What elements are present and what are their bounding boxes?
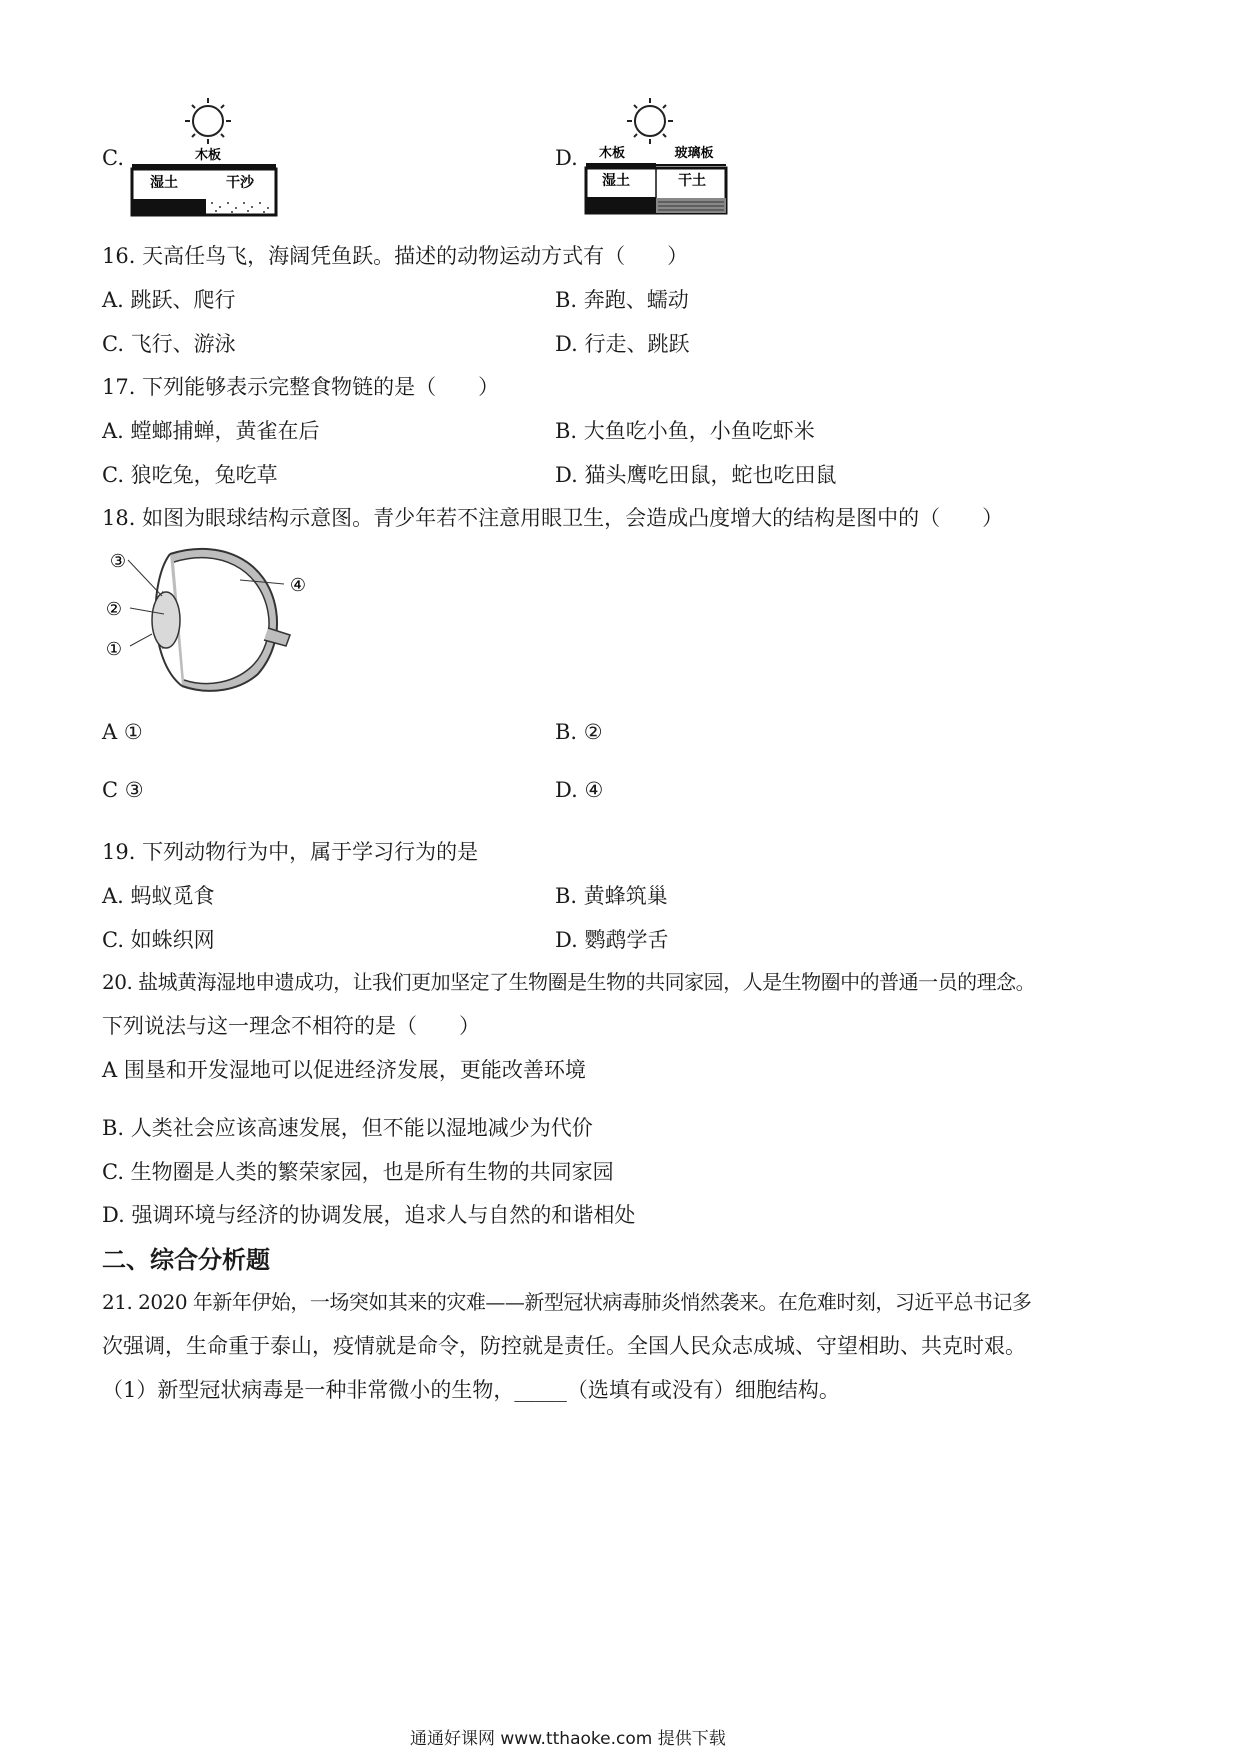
page-footer: 通通好课网 www.tthaoke.com 提供下载 bbox=[410, 1729, 726, 1749]
q20-option-b: B. 人类社会应该高速发展，但不能以湿地减少为代价 bbox=[102, 1116, 593, 1140]
q19-stem: 19. 下列动物行为中，属于学习行为的是 bbox=[102, 840, 479, 864]
fig-c-board-label: 木板 bbox=[194, 148, 222, 163]
q17-option-d: D. 猫头鹰吃田鼠，蛇也吃田鼠 bbox=[555, 463, 837, 487]
eye-label-4: ④ bbox=[289, 575, 307, 596]
q18-option-a: A ① bbox=[102, 720, 143, 744]
q16-option-b: B. 奔跑、蠕动 bbox=[555, 288, 689, 312]
q16-option-c: C. 飞行、游泳 bbox=[102, 332, 236, 356]
q20-stem-line1: 20. 盐城黄海湿地申遗成功，让我们更加坚定了生物圈是生物的共同家园，人是生物圈中的普通一员的理念。 bbox=[102, 970, 1036, 994]
q15-option-d-letter: D. bbox=[555, 146, 578, 170]
q20-stem-line2: 下列说法与这一理念不相符的是（ ） bbox=[102, 1014, 480, 1038]
q18-option-b: B. ② bbox=[555, 720, 603, 744]
sun-icon bbox=[185, 98, 231, 144]
q19-option-c: C. 如蛛织网 bbox=[102, 928, 215, 952]
fig-c-wet-label: 湿土 bbox=[150, 175, 178, 191]
q20-option-a: A 围垦和开发湿地可以促进经济发展，更能改善环境 bbox=[102, 1058, 586, 1082]
q19-option-a: A. 蚂蚁觅食 bbox=[102, 884, 215, 908]
q15-figure-d bbox=[582, 95, 732, 220]
fig-d-glass-label: 玻璃板 bbox=[674, 146, 714, 161]
fig-c-dry-label: 干沙 bbox=[226, 175, 254, 191]
q18-option-d: D. ④ bbox=[555, 778, 604, 802]
q17-option-a: A. 螳螂捕蝉，黄雀在后 bbox=[102, 419, 320, 443]
eye-label-1: ① bbox=[105, 639, 123, 660]
q21-line2: 次强调，生命重于泰山，疫情就是命令，防控就是责任。全国人民众志成城、守望相助、共克时艰。 bbox=[102, 1334, 1026, 1358]
q16-stem: 16. 天高任鸟飞，海阔凭鱼跃。描述的动物运动方式有（ ） bbox=[102, 244, 689, 268]
eye-label-2: ② bbox=[105, 599, 123, 620]
q18-stem: 18. 如图为眼球结构示意图。青少年若不注意用眼卫生，会造成凸度增大的结构是图中的（ ） bbox=[102, 506, 1004, 530]
q18-option-c: C ③ bbox=[102, 778, 144, 802]
fig-d-dry-label: 干土 bbox=[678, 173, 706, 189]
fig-d-wet-label: 湿土 bbox=[602, 173, 630, 189]
q15-option-c-letter: C. bbox=[102, 146, 124, 170]
eye-label-3: ③ bbox=[109, 551, 127, 572]
q15-figure-c bbox=[128, 95, 283, 220]
q17-stem: 17. 下列能够表示完整食物链的是（ ） bbox=[102, 375, 500, 399]
q19-option-b: B. 黄蜂筑巢 bbox=[555, 884, 668, 908]
q20-option-d: D. 强调环境与经济的协调发展，追求人与自然的和谐相处 bbox=[102, 1203, 636, 1227]
section-title: 二、综合分析题 bbox=[102, 1246, 270, 1274]
q17-option-b: B. 大鱼吃小鱼，小鱼吃虾米 bbox=[555, 419, 815, 443]
q16-option-a: A. 跳跃、爬行 bbox=[102, 288, 236, 312]
eyeball-diagram bbox=[100, 540, 320, 700]
q16-option-d: D. 行走、跳跃 bbox=[555, 332, 690, 356]
q17-option-c: C. 狼吃兔，兔吃草 bbox=[102, 463, 278, 487]
q20-option-c: C. 生物圈是人类的繁荣家园，也是所有生物的共同家园 bbox=[102, 1160, 614, 1184]
q21-sub1: （1）新型冠状病毒是一种非常微小的生物，_____（选填有或没有）细胞结构。 bbox=[102, 1378, 840, 1402]
q19-option-d: D. 鹦鹉学舌 bbox=[555, 928, 669, 952]
sun-icon bbox=[627, 98, 673, 144]
fig-d-board-label: 木板 bbox=[598, 146, 626, 161]
q21-line1: 21. 2020 年新年伊始，一场突如其来的灾难——新型冠状病毒肺炎悄然袭来。在危难时刻，习近平总书记多 bbox=[102, 1290, 1032, 1314]
